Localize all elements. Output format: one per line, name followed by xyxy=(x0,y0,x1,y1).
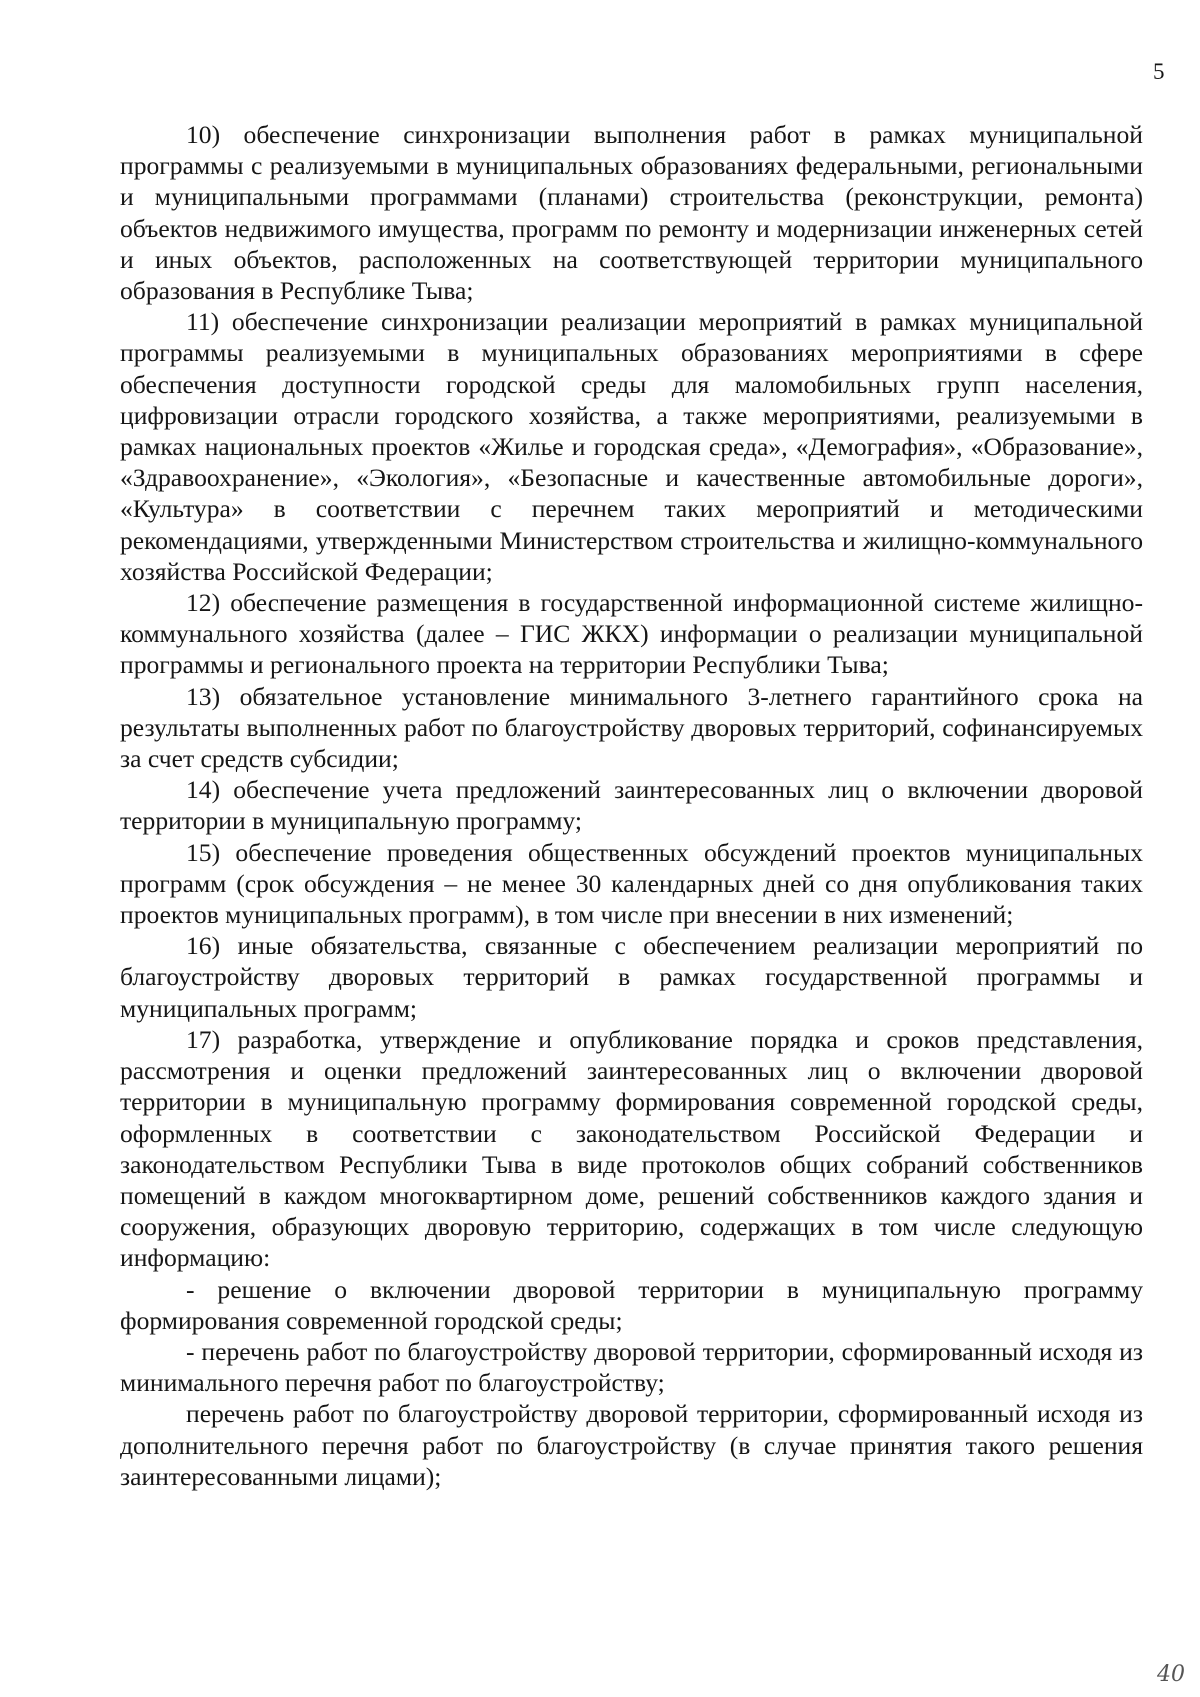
paragraph-item-15: 15) обеспечение проведения общественных обсуждений проектов муниципальных программ (срок обсуждения – не менее 30 календарных дней со дня опубликования таких проектов муниципальных программ), в том числе при внесении в них изменений; xyxy=(120,837,1143,930)
page-number: 5 xyxy=(1153,59,1165,84)
paragraph-item-12: 12) обеспечение размещения в государственной информационной системе жилищно-коммунального хозяйства (далее – ГИС ЖКХ) информации о реализации муниципальной программы и регионального проекта на территории Республики Тыва; xyxy=(120,588,1143,680)
handwritten-page-mark: 40 xyxy=(1157,1662,1185,1687)
paragraph-subitem-decision: - решение о включении дворовой территории в муниципальную программу формирования современной городской среды; xyxy=(120,1274,1143,1335)
document-body xyxy=(120,119,1143,1492)
paragraph-item-16: 16) иные обязательства, связанные с обеспечением реализации мероприятий по благоустройству дворовых территорий в рамках государственной программы и муниципальных программ; xyxy=(120,931,1143,1023)
paragraph-subitem-minimal-list: - перечень работ по благоустройству дворовой территории, сформированный исходя из минимального перечня работ по благоустройству; xyxy=(120,1336,1143,1398)
paragraph-item-17: 17) разработка, утверждение и опубликование порядка и сроков представления, рассмотрения и оценки предложений заинтересованных лиц о включении дворовой территории в муниципальную программу формирования современной городской среды, оформленных в соответствии с законодательством Российской Федерации и законодательством Республики Тыва в виде протоколов общих собраний собственников помещений в каждом многоквартирном доме, решений собственников каждого здания и сооружения, образующих дворовую территорию, содержащих в том числе следующую информацию: xyxy=(120,1024,1143,1273)
paragraph-item-14: 14) обеспечение учета предложений заинтересованных лиц о включении дворовой территории в муниципальную программу; xyxy=(120,775,1143,836)
paragraph-item-11: 11) обеспечение синхронизации реализации мероприятий в рамках муниципальной программы реализуемыми в муниципальных образованиях мероприятиями в сфере обеспечения доступности городской среды для маломобильных групп населения, цифровизации отрасли городского хозяйства, а также мероприятиями, реализуемыми в рамках национальных проектов «Жилье и городская среда», «Демография», «Образование», «Здравоохранение», «Экология», «Безопасные и качественные автомобильные дороги», «Культура» в соответствии с перечнем таких мероприятий и методическими рекомендациями, утвержденными Министерством строительства и жилищно-коммунального хозяйства Российской Федерации; xyxy=(120,307,1143,586)
paragraph-subitem-additional-list: перечень работ по благоустройству дворовой территории, сформированный исходя из дополнительного перечня работ по благоустройству (в случае принятия такого решения заинтересованными лицами); xyxy=(120,1399,1143,1491)
paragraph-item-13: 13) обязательное установление минимального 3-летнего гарантийного срока на результаты выполненных работ по благоустройству дворовых территорий, софинансируемых за счет средств субсидии; xyxy=(120,681,1143,774)
paragraph-item-10: 10) обеспечение синхронизации выполнения работ в рамках муниципальной программы с реализуемыми в муниципальных образованиях федеральными, региональными и муниципальными программами (планами) строительства (реконструкции, ремонта) объектов недвижимого имущества, программ по ремонту и модернизации инженерных сетей и иных объектов, расположенных на соответствующей территории муниципального образования в Республике Тыва; xyxy=(120,120,1143,306)
